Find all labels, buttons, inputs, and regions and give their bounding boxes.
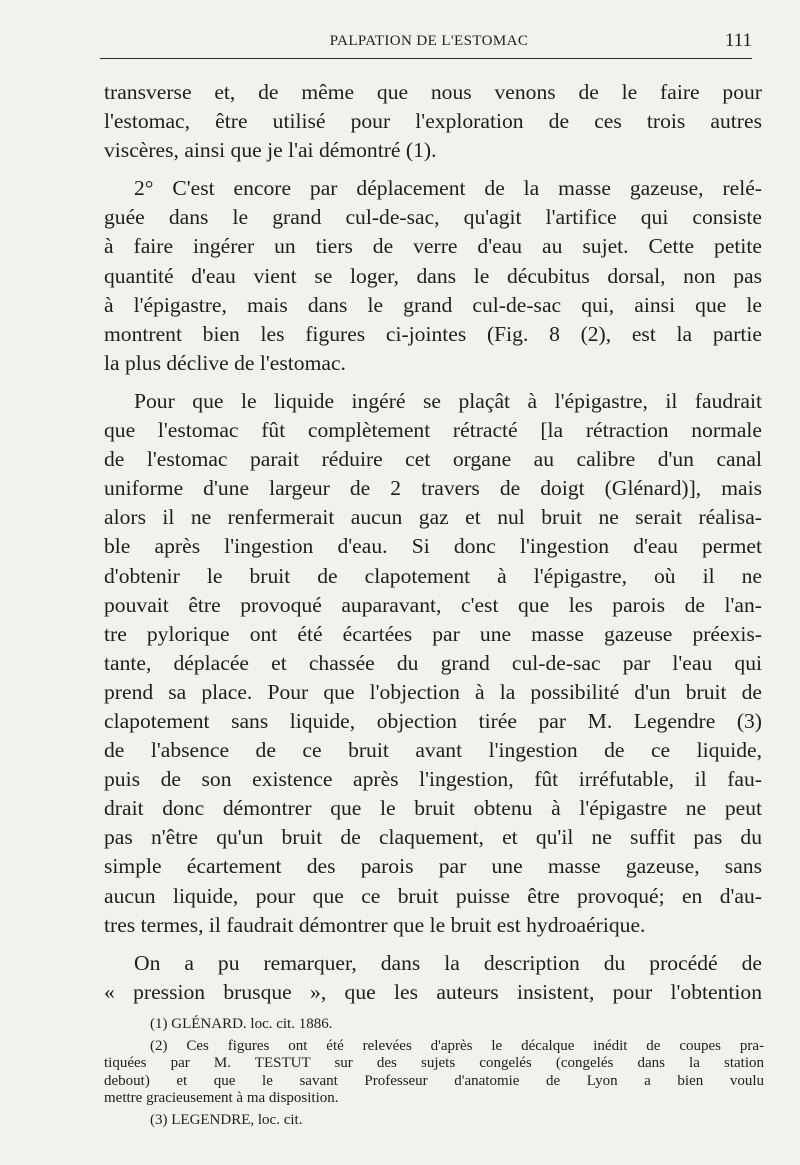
footnote-line: (3) LEGENDRE, loc. cit. (150, 1111, 303, 1128)
text-line: alors il ne renfermerait aucun gaz et nul bruit ne serait réalisa- (104, 505, 762, 530)
footnote-line: debout) et que le savant Professeur d'anatomie de Lyon a bien voulu (104, 1072, 764, 1089)
text-line: de l'absence de ce bruit avant l'ingestion de ce liquide, (104, 738, 762, 763)
text-line: On a pu remarquer, dans la description du procédé de (134, 950, 762, 975)
running-head (100, 30, 758, 56)
footnote-line: (1) GLÉNARD. loc. cit. 1886. (150, 1016, 333, 1032)
text-line: quantité d'eau vient se loger, dans le décubitus dorsal, non pas (104, 263, 762, 288)
footnotes (104, 1016, 764, 1129)
text-line: à l'épigastre, mais dans le grand cul-de-sac qui, ainsi que le (104, 292, 762, 317)
text-line: simple écartement des parois par une masse gazeuse, sans (104, 854, 762, 879)
running-title: PALPATION DE L'ESTOMAC (329, 33, 529, 49)
paragraph (104, 949, 762, 1007)
text-line: clapotement sans liquide, objection tirée par M. Legendre (3) (104, 708, 762, 733)
text-line: tres termes, il faudrait démontrer que le bruit est hydroaérique. (104, 912, 646, 937)
paragraph (104, 174, 762, 378)
text-line: de l'estomac parait réduire cet organe au calibre d'un canal (104, 447, 762, 472)
text-line: prend sa place. Pour que l'objection à la possibilité d'un bruit de (104, 679, 762, 704)
text-line: que l'estomac fût complètement rétracté [la rétraction normale (104, 418, 762, 443)
text-line: 2° C'est encore par déplacement de la masse gazeuse, relé- (134, 176, 762, 201)
text-line: viscères, ainsi que je l'ai démontré (1). (104, 138, 437, 163)
body-text (104, 78, 762, 1007)
footnote (104, 1112, 764, 1130)
text-line: tre pylorique ont été écartées par une masse gazeuse préexis- (104, 621, 762, 646)
text-line: Pour que le liquide ingéré se plaçât à l'épigastre, il faudrait (134, 388, 762, 413)
footnote-line: (2) Ces figures ont été relevées d'après le décalque inédit de coupes pra- (150, 1037, 764, 1054)
text-line: guée dans le grand cul-de-sac, qu'agit l'artifice qui consiste (104, 205, 762, 230)
footnote (104, 1038, 764, 1108)
text-line: pouvait être provoqué auparavant, c'est que les parois de l'an- (104, 592, 762, 617)
text-line: tante, déplacée et chassée du grand cul-de-sac par l'eau qui (104, 650, 762, 675)
text-line: ble après l'ingestion d'eau. Si donc l'ingestion d'eau permet (104, 534, 762, 559)
header-rule (100, 58, 752, 59)
text-line: d'obtenir le bruit de clapotement à l'épigastre, où il ne (104, 563, 762, 588)
footnote-line: tiquées par M. TESTUT sur des sujets congelés (congelés dans la station (104, 1055, 764, 1071)
paragraph (104, 387, 762, 940)
text-line: l'estomac, être utilisé pour l'exploration de ces trois autres (104, 109, 762, 134)
paragraph (104, 78, 762, 165)
footnote (104, 1016, 764, 1034)
footnote-line: mettre gracieusement à ma disposition. (104, 1090, 339, 1106)
text-line: transverse et, de même que nous venons de le faire pour (104, 80, 762, 104)
text-line: à faire ingérer un tiers de verre d'eau au sujet. Cette petite (104, 234, 762, 259)
text-line: puis de son existence après l'ingestion, fût irréfutable, il fau- (104, 767, 762, 792)
text-line: « pression brusque », que les auteurs insistent, pour l'obtention (104, 979, 762, 1004)
page-number: 111 (724, 30, 752, 51)
text-line: drait donc démontrer que le bruit obtenu à l'épigastre ne peut (104, 796, 762, 821)
text-line: pas n'être qu'un bruit de claquement, et qu'il ne suffit pas du (104, 825, 762, 850)
text-line: montrent bien les figures ci-jointes (Fig. 8 (2), est la partie (104, 321, 762, 346)
text-line: la plus déclive de l'estomac. (104, 350, 346, 375)
text-line: aucun liquide, pour que ce bruit puisse être provoqué; en d'au- (104, 883, 762, 908)
text-line: uniforme d'une largeur de 2 travers de doigt (Glénard)], mais (104, 476, 762, 501)
